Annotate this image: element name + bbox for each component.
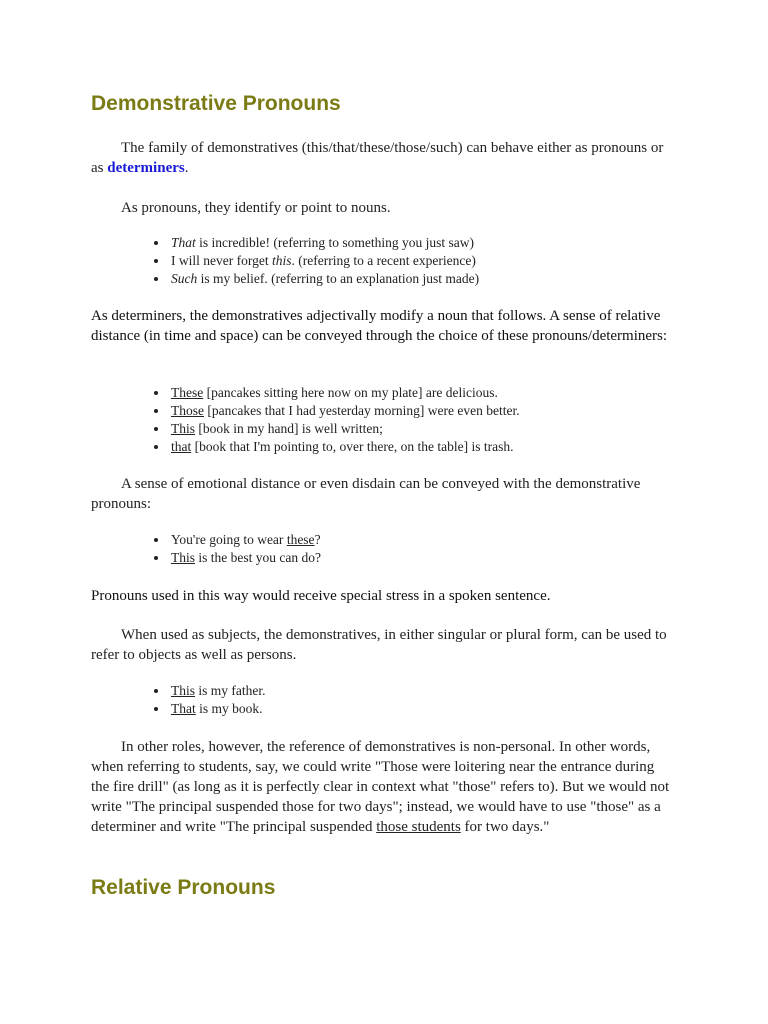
example-text: [pancakes sitting here now on my plate] are delicious. [203, 385, 498, 400]
example-text: is my belief. (referring to an explanation just made) [197, 271, 480, 286]
example-word: This [171, 683, 196, 698]
paragraph-other-roles [91, 737, 671, 837]
example-word: That [171, 701, 196, 716]
list-item [169, 531, 321, 549]
list-item [169, 402, 520, 420]
list-item [169, 700, 266, 718]
example-text: ? [314, 532, 321, 547]
other-roles-text: In other roles, however, the reference of demonstratives is non-personal. In other words, when referring to students, say, we could write "Those were loitering near the entrance during the fire drill" (as long as it is perfectly clear in context what "those" refers to). But we would not write "The principal suspended those for two days"; instead, we would have to use "those" as a determiner and write "The principal suspended [91, 739, 670, 835]
example-text: . (referring to a recent experience) [291, 253, 476, 268]
list-determiner-examples [147, 384, 520, 456]
underlined-phrase: those students [376, 819, 461, 835]
list-item [169, 549, 321, 567]
list-item [169, 234, 479, 252]
determiners-link[interactable]: determiners [107, 160, 185, 176]
example-text: is my father. [195, 683, 266, 698]
list-item [169, 420, 520, 438]
heading-relative-pronouns: Relative Pronouns [91, 876, 276, 899]
example-prefix: You're going to wear [171, 532, 287, 547]
example-word: Such [171, 271, 198, 286]
intro-text: The family of demonstratives (this/that/these/those/such) can behave either as pronouns or as [91, 140, 664, 176]
list-item [169, 682, 266, 700]
paragraph-emotional-distance: A sense of emotional distance or even disdain can be conveyed with the demonstrative pronouns: [91, 476, 641, 512]
other-roles-end: for two days." [460, 819, 550, 835]
list-emotional-examples [147, 531, 321, 567]
example-text: [pancakes that I had yesterday morning] were even better. [204, 403, 520, 418]
list-pronoun-examples [147, 234, 479, 288]
example-word: Those [171, 403, 204, 418]
paragraph-as-determiners: As determiners, the demonstratives adjectivally modify a noun that follows. A sense of relative distance (in time and space) can be conveyed through the choice of these pronouns/determiners: [91, 308, 668, 344]
example-word: that [171, 439, 192, 454]
example-word: That [171, 235, 196, 250]
example-word: This [171, 421, 196, 436]
heading-demonstrative-pronouns: Demonstrative Pronouns [91, 92, 341, 115]
paragraph-demonstratives-intro [91, 138, 671, 178]
list-item [169, 384, 520, 402]
list-item [169, 252, 479, 270]
list-subject-examples [147, 682, 266, 718]
example-word: this [271, 253, 292, 268]
example-text: is the best you can do? [195, 550, 321, 565]
paragraph-as-subjects: When used as subjects, the demonstratives, in either singular or plural form, can be used to refer to objects as well as persons. [91, 627, 667, 663]
example-prefix: I will never forget [171, 253, 272, 268]
list-item [169, 270, 479, 288]
example-text: is incredible! (referring to something you just saw) [195, 235, 474, 250]
example-word: This [171, 550, 196, 565]
example-word: these [286, 532, 315, 547]
paragraph-special-stress: Pronouns used in this way would receive special stress in a spoken sentence. [91, 588, 551, 604]
paragraph-as-pronouns: As pronouns, they identify or point to nouns. [121, 200, 391, 216]
example-text: [book that I'm pointing to, over there, on the table] is trash. [191, 439, 514, 454]
example-word: These [171, 385, 204, 400]
intro-period: . [184, 160, 189, 176]
list-item [169, 438, 520, 456]
example-text: is my book. [195, 701, 263, 716]
example-text: [book in my hand] is well written; [195, 421, 383, 436]
